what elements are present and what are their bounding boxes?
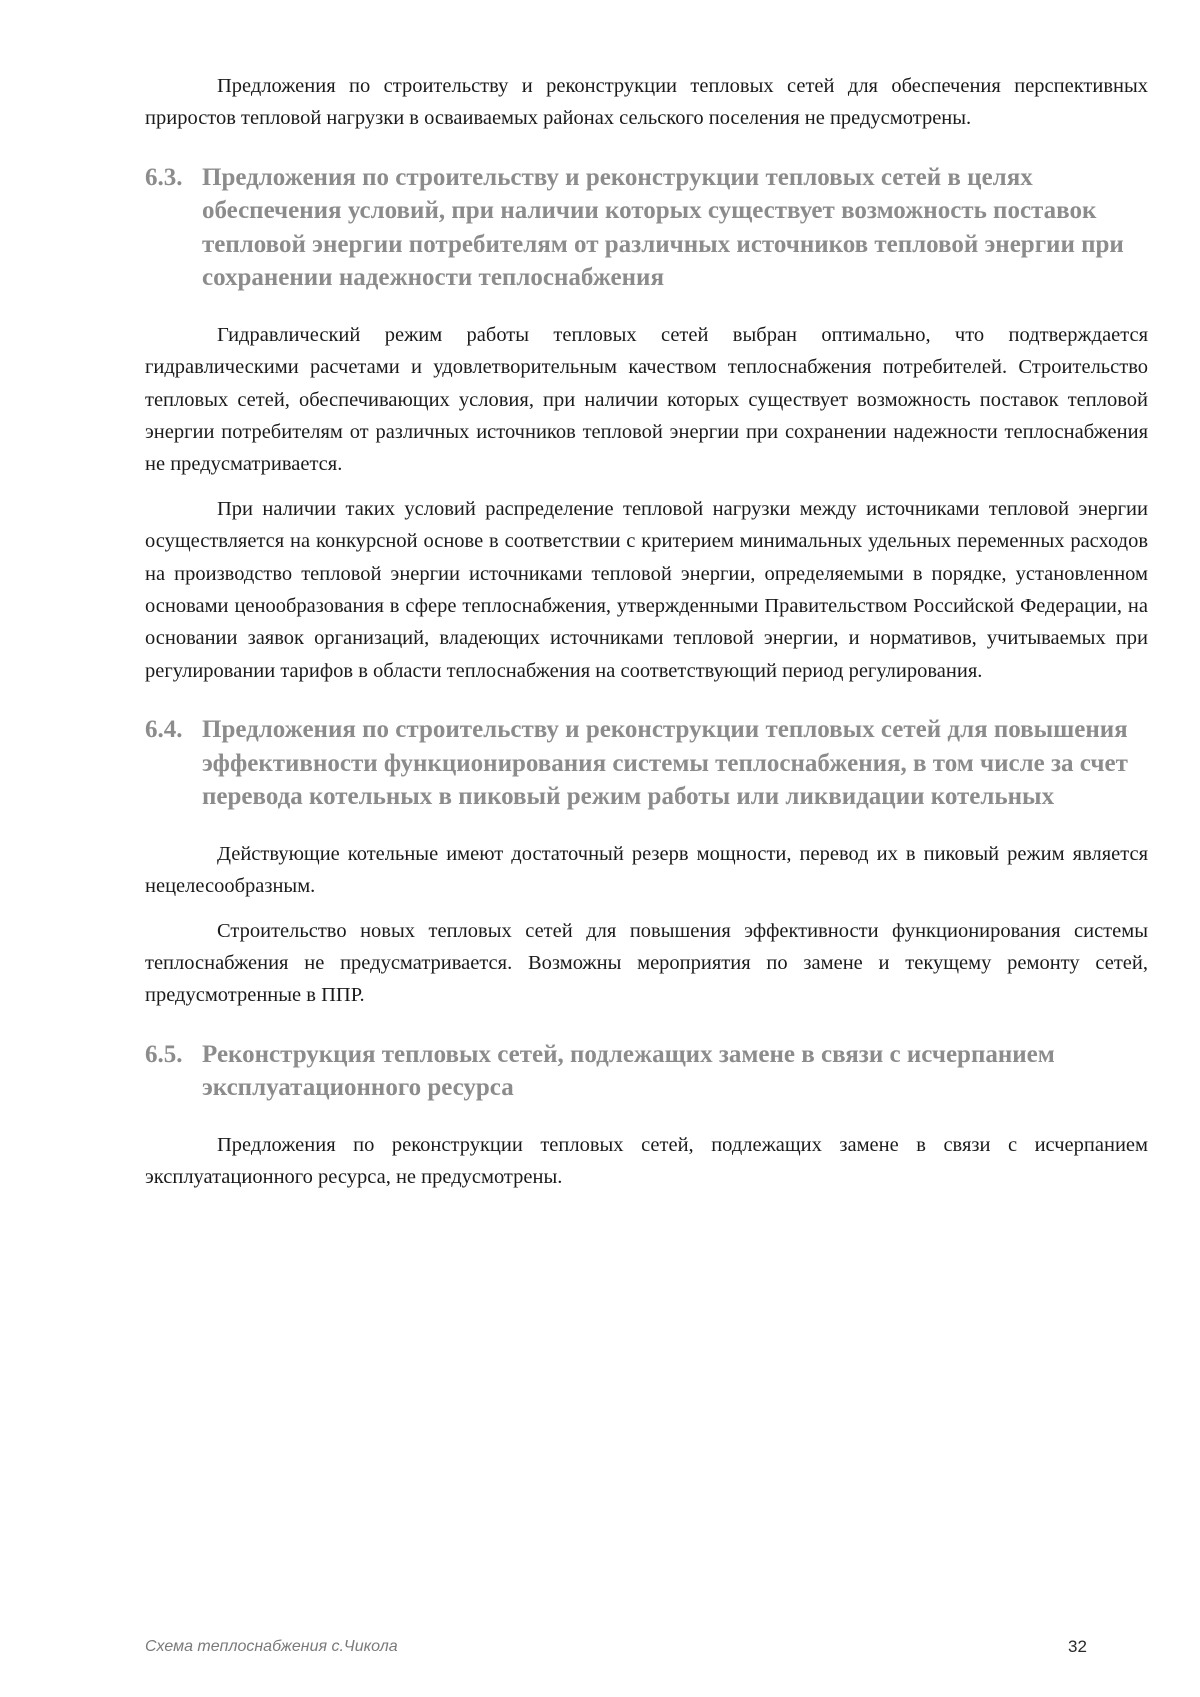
section-number: 6.4. xyxy=(145,716,183,744)
paragraph-reconstruction: Предложения по реконструкции тепловых сетей, подлежащих замене в связи с исчерпанием эксплуатационного ресурса, не предусмотрены. xyxy=(145,1133,1148,1189)
section-title: Реконструкция тепловых сетей, подлежащих замене в связи с исчерпанием эксплуатационного ресурса xyxy=(202,1040,1055,1102)
paragraph-load-distribution: При наличии таких условий распределение тепловой нагрузки между источниками тепловой энергии осуществляется на конкурсной основе в соответствии с критерием минимальных удельных переменных расходов на производство тепловой энергии источниками тепловой энергии, определяемыми в порядке, установленном основами ценообразования в сфере теплоснабжения, утвержденными Правительством Российской Федерации, на основании заявок организаций, владеющих источниками тепловой энергии, и нормативов, учитываемых при регулировании тарифов в области теплоснабжения на соответствующий период регулирования. xyxy=(145,497,1148,682)
page-number: 32 xyxy=(1068,1637,1087,1656)
paragraph-new-networks: Строительство новых тепловых сетей для повышения эффективности функционирования системы теплоснабжения не предусматривается. Возможны мероприятия по замене и текущему ремонту сетей, предусмотренные в ППР. xyxy=(145,919,1148,1007)
section-heading-6-4 xyxy=(145,713,1162,814)
section-number: 6.3. xyxy=(145,163,183,191)
document-body xyxy=(145,70,1148,1194)
section-heading-6-5 xyxy=(145,1038,1162,1105)
section-heading-6-3 xyxy=(145,161,1162,295)
section-number: 6.5. xyxy=(145,1040,183,1068)
section-title: Предложения по строительству и реконструкции тепловых сетей в целях обеспечения условий, при наличии которых существует возможность поставок тепловой энергии потребителям от различных источников тепловой энергии при сохранении надежности теплоснабжения xyxy=(202,163,1124,292)
paragraph-boilers-reserve: Действующие котельные имеют достаточный резерв мощности, перевод их в пиковый режим является нецелесообразным. xyxy=(145,842,1148,898)
paragraph-hydraulic-mode: Гидравлический режим работы тепловых сетей выбран оптимально, что подтверждается гидравлическими расчетами и удовлетворительным качеством теплоснабжения потребителей. Строительство тепловых сетей, обеспечивающих условия, при наличии которых существует возможность поставок тепловой энергии потребителям от различных источников тепловой энергии при сохранении надежности теплоснабжения не предусматривается. xyxy=(145,323,1148,476)
footer-document-title: Схема теплоснабжения с.Чикола xyxy=(145,1638,398,1655)
paragraph-intro: Предложения по строительству и реконструкции тепловых сетей для обеспечения перспективных приростов тепловой нагрузки в осваиваемых районах сельского поселения не предусмотрены. xyxy=(145,75,1148,130)
section-title: Предложения по строительству и реконструкции тепловых сетей для повышения эффективности функционирования системы теплоснабжения, в том числе за счет перевода котельных в пиковый режим работы или ликвидации котельных xyxy=(202,716,1128,811)
